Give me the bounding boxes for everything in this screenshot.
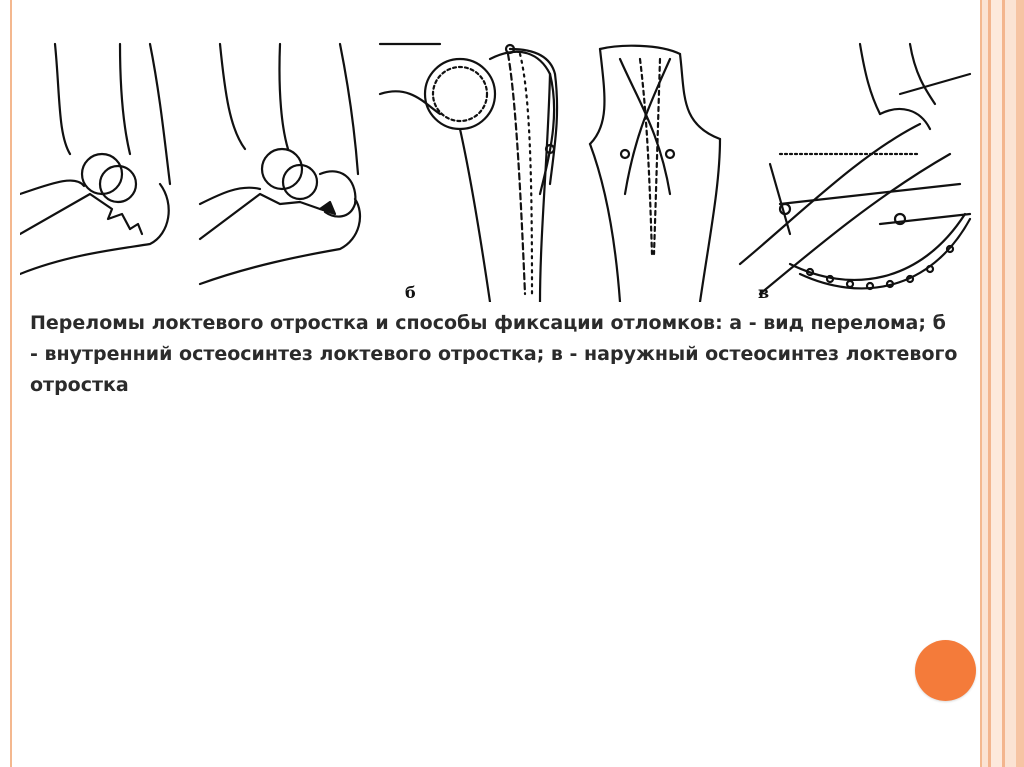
- panel-b-internal-osteosynthesis-2: [590, 46, 720, 302]
- panel-v-external-osteosynthesis: [740, 44, 970, 302]
- panel-b-internal-osteosynthesis-1: [380, 44, 557, 302]
- panel-a-fracture-1: [20, 44, 170, 274]
- panel-a-fracture-2: [200, 44, 360, 284]
- orange-circle-decoration: [915, 640, 976, 701]
- decorative-stripes: [982, 0, 1024, 767]
- figure-label-v: в: [758, 283, 770, 302]
- figure-caption: Переломы локтевого отростка и способы фиксации отломков: а - вид перелома; б - внутренний остеосинтез локтевого отростка; в - наружный остеосинтез локтевого отростка: [30, 312, 958, 396]
- figure-label-b: б: [405, 283, 416, 302]
- elbow-fracture-illustration: [20, 34, 982, 302]
